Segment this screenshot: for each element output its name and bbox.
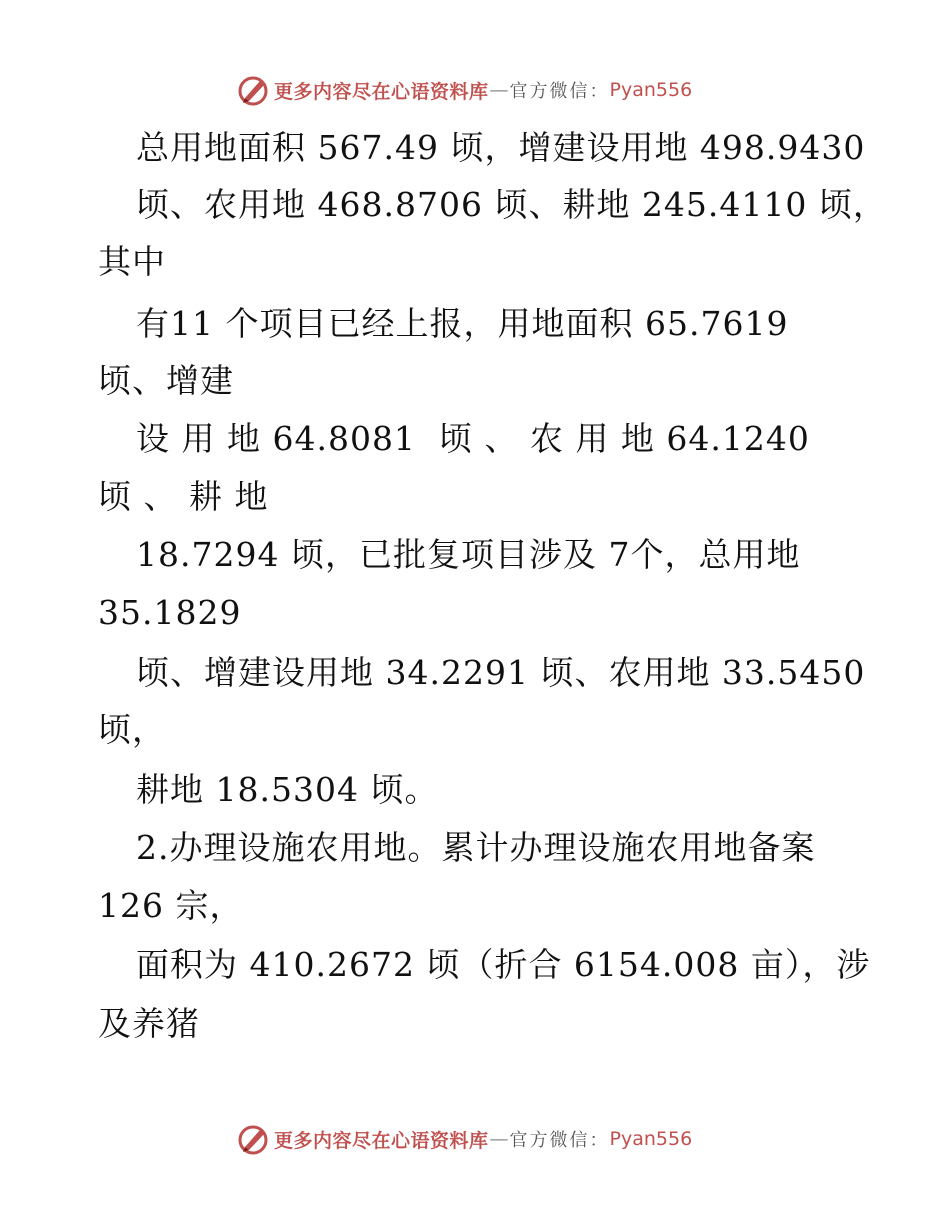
body-line: 耕地 18.5304 顷。 xyxy=(136,770,439,809)
banner-wechat-id: Pyan556 xyxy=(609,1128,693,1150)
body-line: 2.办理设施农用地。累计办理设施农用地备案 xyxy=(136,828,816,867)
pen-logo-icon xyxy=(236,1122,270,1156)
banner-dash: — xyxy=(489,1128,509,1150)
body-line: 有11 个项目已经上报，用地面积 65.7619 xyxy=(136,304,789,343)
body-line: 总用地面积 567.49 顷，增建设用地 498.9430 xyxy=(136,128,866,167)
body-line: 及养猪 xyxy=(98,1004,200,1043)
body-line: 顷、增建 xyxy=(98,361,234,400)
body-line: 顷、农用地 468.8706 顷、耕地 245.4110 顷， xyxy=(136,185,887,224)
banner-wechat-label: 官方微信： xyxy=(509,1130,610,1151)
body-line: 顷 、 耕 地 xyxy=(98,477,269,516)
body-line: 面积为 410.2672 顷（折合 6154.008 亩），涉 xyxy=(136,945,871,984)
body-line: 其中 xyxy=(98,242,166,281)
body-line: 顷、增建设用地 34.2291 顷、农用地 33.5450 xyxy=(136,653,866,692)
banner-main-text: 更多内容尽在心语资料库 xyxy=(274,1129,489,1152)
body-line: 126 宗， xyxy=(98,886,244,925)
body-line: 顷， xyxy=(98,710,166,749)
body-line: 18.7294 顷，已批复项目涉及 7个，总用地 xyxy=(136,535,801,574)
body-line: 设 用 地 64.8081 顷 、 农 用 地 64.1240 xyxy=(136,419,810,458)
body-line: 35.1829 xyxy=(98,593,242,632)
banner-dash: — xyxy=(489,79,509,101)
footer-banner xyxy=(236,1122,716,1156)
banner-main-text: 更多内容尽在心语资料库 xyxy=(274,80,489,103)
banner-wechat-id: Pyan556 xyxy=(609,79,693,101)
banner-wechat-label: 官方微信： xyxy=(509,81,610,102)
